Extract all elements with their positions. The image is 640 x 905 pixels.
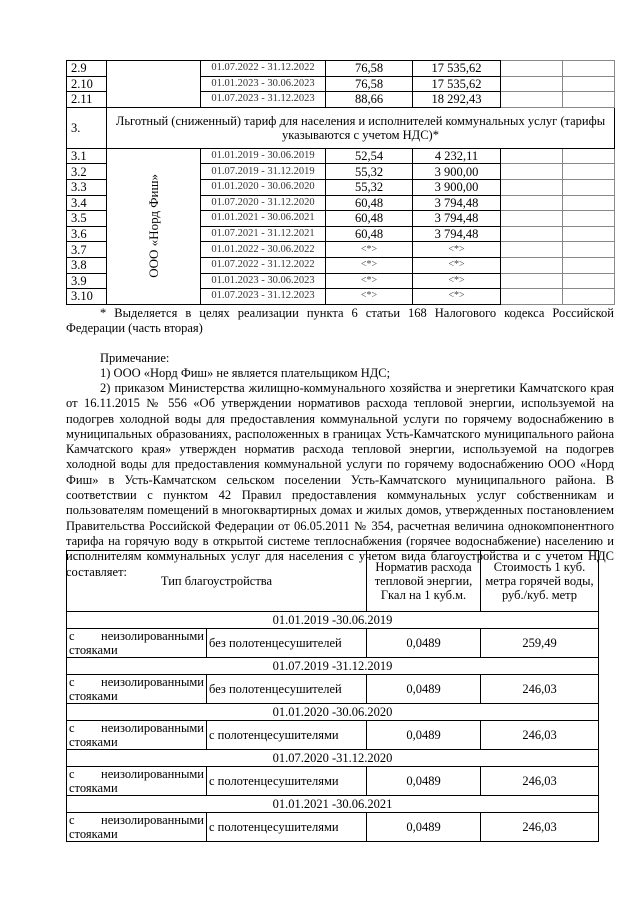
value-cell: 17 535,62: [413, 61, 501, 77]
empty-cell: [501, 148, 563, 164]
cost-cell: 246,03: [481, 767, 599, 796]
value-cell: <*>: [413, 242, 501, 258]
norm-cell: 0,0489: [367, 813, 481, 842]
note-heading: Примечание:: [100, 351, 170, 365]
row-number: 2.11: [67, 92, 107, 108]
row-number: 2.9: [67, 61, 107, 77]
subtype-cell: с полотенцесушителями: [207, 721, 367, 750]
value-cell: <*>: [413, 257, 501, 273]
period-cell: 01.07.2020 -31.12.2020: [67, 750, 599, 767]
section-number: 3.: [67, 107, 107, 148]
subtype-cell: без полотенцесушителей: [207, 675, 367, 704]
org-name: ООО «Норд Фиш»: [145, 174, 161, 279]
table-row: [67, 148, 615, 164]
value-cell: 3 794,48: [413, 211, 501, 227]
value-cell: <*>: [413, 289, 501, 305]
empty-cell: [563, 92, 615, 108]
empty-cell: [501, 164, 563, 180]
period-row: [67, 612, 599, 629]
row-number: 3.2: [67, 164, 107, 180]
value-cell: 4 232,11: [413, 148, 501, 164]
period-cell: 01.07.2022 - 31.12.2022: [201, 257, 326, 273]
period-cell: 01.07.2022 - 31.12.2022: [201, 61, 326, 77]
value-cell: 52,54: [326, 148, 413, 164]
norm-cell: 0,0489: [367, 767, 481, 796]
type-cell: с неизолированными стояками: [67, 813, 207, 842]
period-cell: 01.07.2023 - 31.12.2023: [201, 289, 326, 305]
value-cell: 76,58: [326, 61, 413, 77]
norm-cell: 0,0489: [367, 675, 481, 704]
footnote: * Выделяется в целях реализации пункта 6 статьи 168 Налогового кодекса Российской Федерации (часть вторая): [66, 306, 614, 336]
value-cell: 3 900,00: [413, 164, 501, 180]
period-row: [67, 750, 599, 767]
row-number: 3.6: [67, 226, 107, 242]
note-item-2: 2) приказом Министерства жилищно-коммунального хозяйства и энергетики Камчатского края от 16.11.2015 № 556 «Об утверждении нормативов расхода тепловой энергии, используемой на подогрев холодной воды для предоставления коммунальной услуги по горячему водоснабжению в муниципальных образованиях, расположенных в границах Усть-Камчатского муниципального района Камчатского края» утвержден норматив расхода тепловой энергии, используемой на подогрев холодной воды для предоставления коммунальной услуги по горячему водоснабжению ООО «Норд Фиш» в Усть-Камчатском сельском поселении Усть-Камчатского муниципального района. В соответствии с пунктом 42 Правил предоставления коммунальных услуг собственникам и пользователям помещений в многоквартирных домах и жилых домов, утвержденных постановлением Правительства Российской Федерации от 06.05.2011 № 354, расчетная величина однокомпонентного тарифа на горячую воду в открытой системе теплоснабжения (горячее водоснабжение) населению и исполнителям коммунальных услуг для населения с учетом вида благоустройства и с учетом НДС составляет:: [66, 381, 614, 579]
row-number: 3.5: [67, 211, 107, 227]
empty-cell: [563, 257, 615, 273]
cost-cell: 246,03: [481, 675, 599, 704]
period-cell: 01.01.2022 - 30.06.2022: [201, 242, 326, 258]
empty-cell: [563, 61, 615, 77]
period-cell: 01.01.2021 - 30.06.2021: [201, 211, 326, 227]
period-cell: 01.07.2023 - 31.12.2023: [201, 92, 326, 108]
row-number: 3.4: [67, 195, 107, 211]
type-cell: с неизолированными стояками: [67, 767, 207, 796]
value-cell: <*>: [326, 289, 413, 305]
period-cell: 01.07.2020 - 31.12.2020: [201, 195, 326, 211]
empty-cell: [501, 257, 563, 273]
empty-cell: [501, 61, 563, 77]
header-cost: Стоимость 1 куб. метра горячей воды, руб./куб. метр: [481, 551, 599, 612]
cost-cell: 246,03: [481, 721, 599, 750]
empty-cell: [563, 273, 615, 289]
subtype-cell: без полотенцесушителей: [207, 629, 367, 658]
value-cell: 60,48: [326, 211, 413, 227]
period-cell: 01.01.2020 -30.06.2020: [67, 704, 599, 721]
section-title: Льготный (сниженный) тариф для населения и исполнителей коммунальных услуг (тарифы указываются с учетом НДС)*: [107, 107, 615, 148]
cost-cell: 259,49: [481, 629, 599, 658]
section-row: [67, 107, 615, 148]
empty-cell: [501, 195, 563, 211]
table-row: [67, 721, 599, 750]
period-row: [67, 796, 599, 813]
period-cell: 01.07.2019 - 31.12.2019: [201, 164, 326, 180]
row-number: 3.1: [67, 148, 107, 164]
empty-cell: [563, 164, 615, 180]
tariff-table: [66, 60, 615, 305]
value-cell: <*>: [413, 273, 501, 289]
value-cell: 3 794,48: [413, 195, 501, 211]
note-item-1: 1) ООО «Норд Фиш» не является плательщиком НДС;: [100, 366, 391, 380]
type-cell: с неизолированными стояками: [67, 721, 207, 750]
row-number: 3.10: [67, 289, 107, 305]
empty-cell: [563, 242, 615, 258]
empty-cell: [501, 289, 563, 305]
period-cell: 01.01.2019 -30.06.2019: [67, 612, 599, 629]
row-number: 3.3: [67, 179, 107, 195]
empty-cell: [563, 76, 615, 92]
subtype-cell: с полотенцесушителями: [207, 767, 367, 796]
value-cell: <*>: [326, 242, 413, 258]
cost-cell: 246,03: [481, 813, 599, 842]
value-cell: 17 535,62: [413, 76, 501, 92]
value-cell: 18 292,43: [413, 92, 501, 108]
period-cell: 01.01.2020 - 30.06.2020: [201, 179, 326, 195]
header-type: Тип благоустройства: [67, 551, 367, 612]
empty-cell: [563, 148, 615, 164]
value-cell: 60,48: [326, 226, 413, 242]
empty-cell: [563, 211, 615, 227]
empty-cell: [563, 195, 615, 211]
period-cell: 01.01.2019 - 30.06.2019: [201, 148, 326, 164]
empty-cell: [563, 226, 615, 242]
row-number: 2.10: [67, 76, 107, 92]
period-cell: 01.07.2019 -31.12.2019: [67, 658, 599, 675]
value-cell: 60,48: [326, 195, 413, 211]
org-cell: [107, 148, 201, 304]
type-cell: с неизолированными стояками: [67, 675, 207, 704]
empty-cell: [501, 92, 563, 108]
hot-water-table: [66, 550, 599, 842]
table-row: [67, 629, 599, 658]
row-number: 3.7: [67, 242, 107, 258]
value-cell: 55,32: [326, 164, 413, 180]
empty-cell: [501, 179, 563, 195]
empty-cell: [563, 179, 615, 195]
value-cell: 76,58: [326, 76, 413, 92]
period-cell: 01.07.2021 - 31.12.2021: [201, 226, 326, 242]
empty-cell: [501, 211, 563, 227]
value-cell: <*>: [326, 273, 413, 289]
table-row: [67, 61, 615, 77]
table-row: [67, 767, 599, 796]
empty-cell: [563, 289, 615, 305]
period-cell: 01.01.2023 - 30.06.2023: [201, 273, 326, 289]
period-cell: 01.01.2021 -30.06.2021: [67, 796, 599, 813]
value-cell: 55,32: [326, 179, 413, 195]
value-cell: 3 794,48: [413, 226, 501, 242]
org-cell: [107, 61, 201, 108]
subtype-cell: с полотенцесушителями: [207, 813, 367, 842]
norm-cell: 0,0489: [367, 629, 481, 658]
empty-cell: [501, 226, 563, 242]
empty-cell: [501, 242, 563, 258]
row-number: 3.9: [67, 273, 107, 289]
table-row: [67, 813, 599, 842]
period-row: [67, 658, 599, 675]
period-cell: 01.01.2023 - 30.06.2023: [201, 76, 326, 92]
header-norm: Норматив расхода тепловой энергии, Гкал на 1 куб.м.: [367, 551, 481, 612]
type-cell: с неизолированными стояками: [67, 629, 207, 658]
value-cell: 3 900,00: [413, 179, 501, 195]
value-cell: <*>: [326, 257, 413, 273]
table-row: [67, 675, 599, 704]
empty-cell: [501, 273, 563, 289]
row-number: 3.8: [67, 257, 107, 273]
norm-cell: 0,0489: [367, 721, 481, 750]
period-row: [67, 704, 599, 721]
empty-cell: [501, 76, 563, 92]
value-cell: 88,66: [326, 92, 413, 108]
